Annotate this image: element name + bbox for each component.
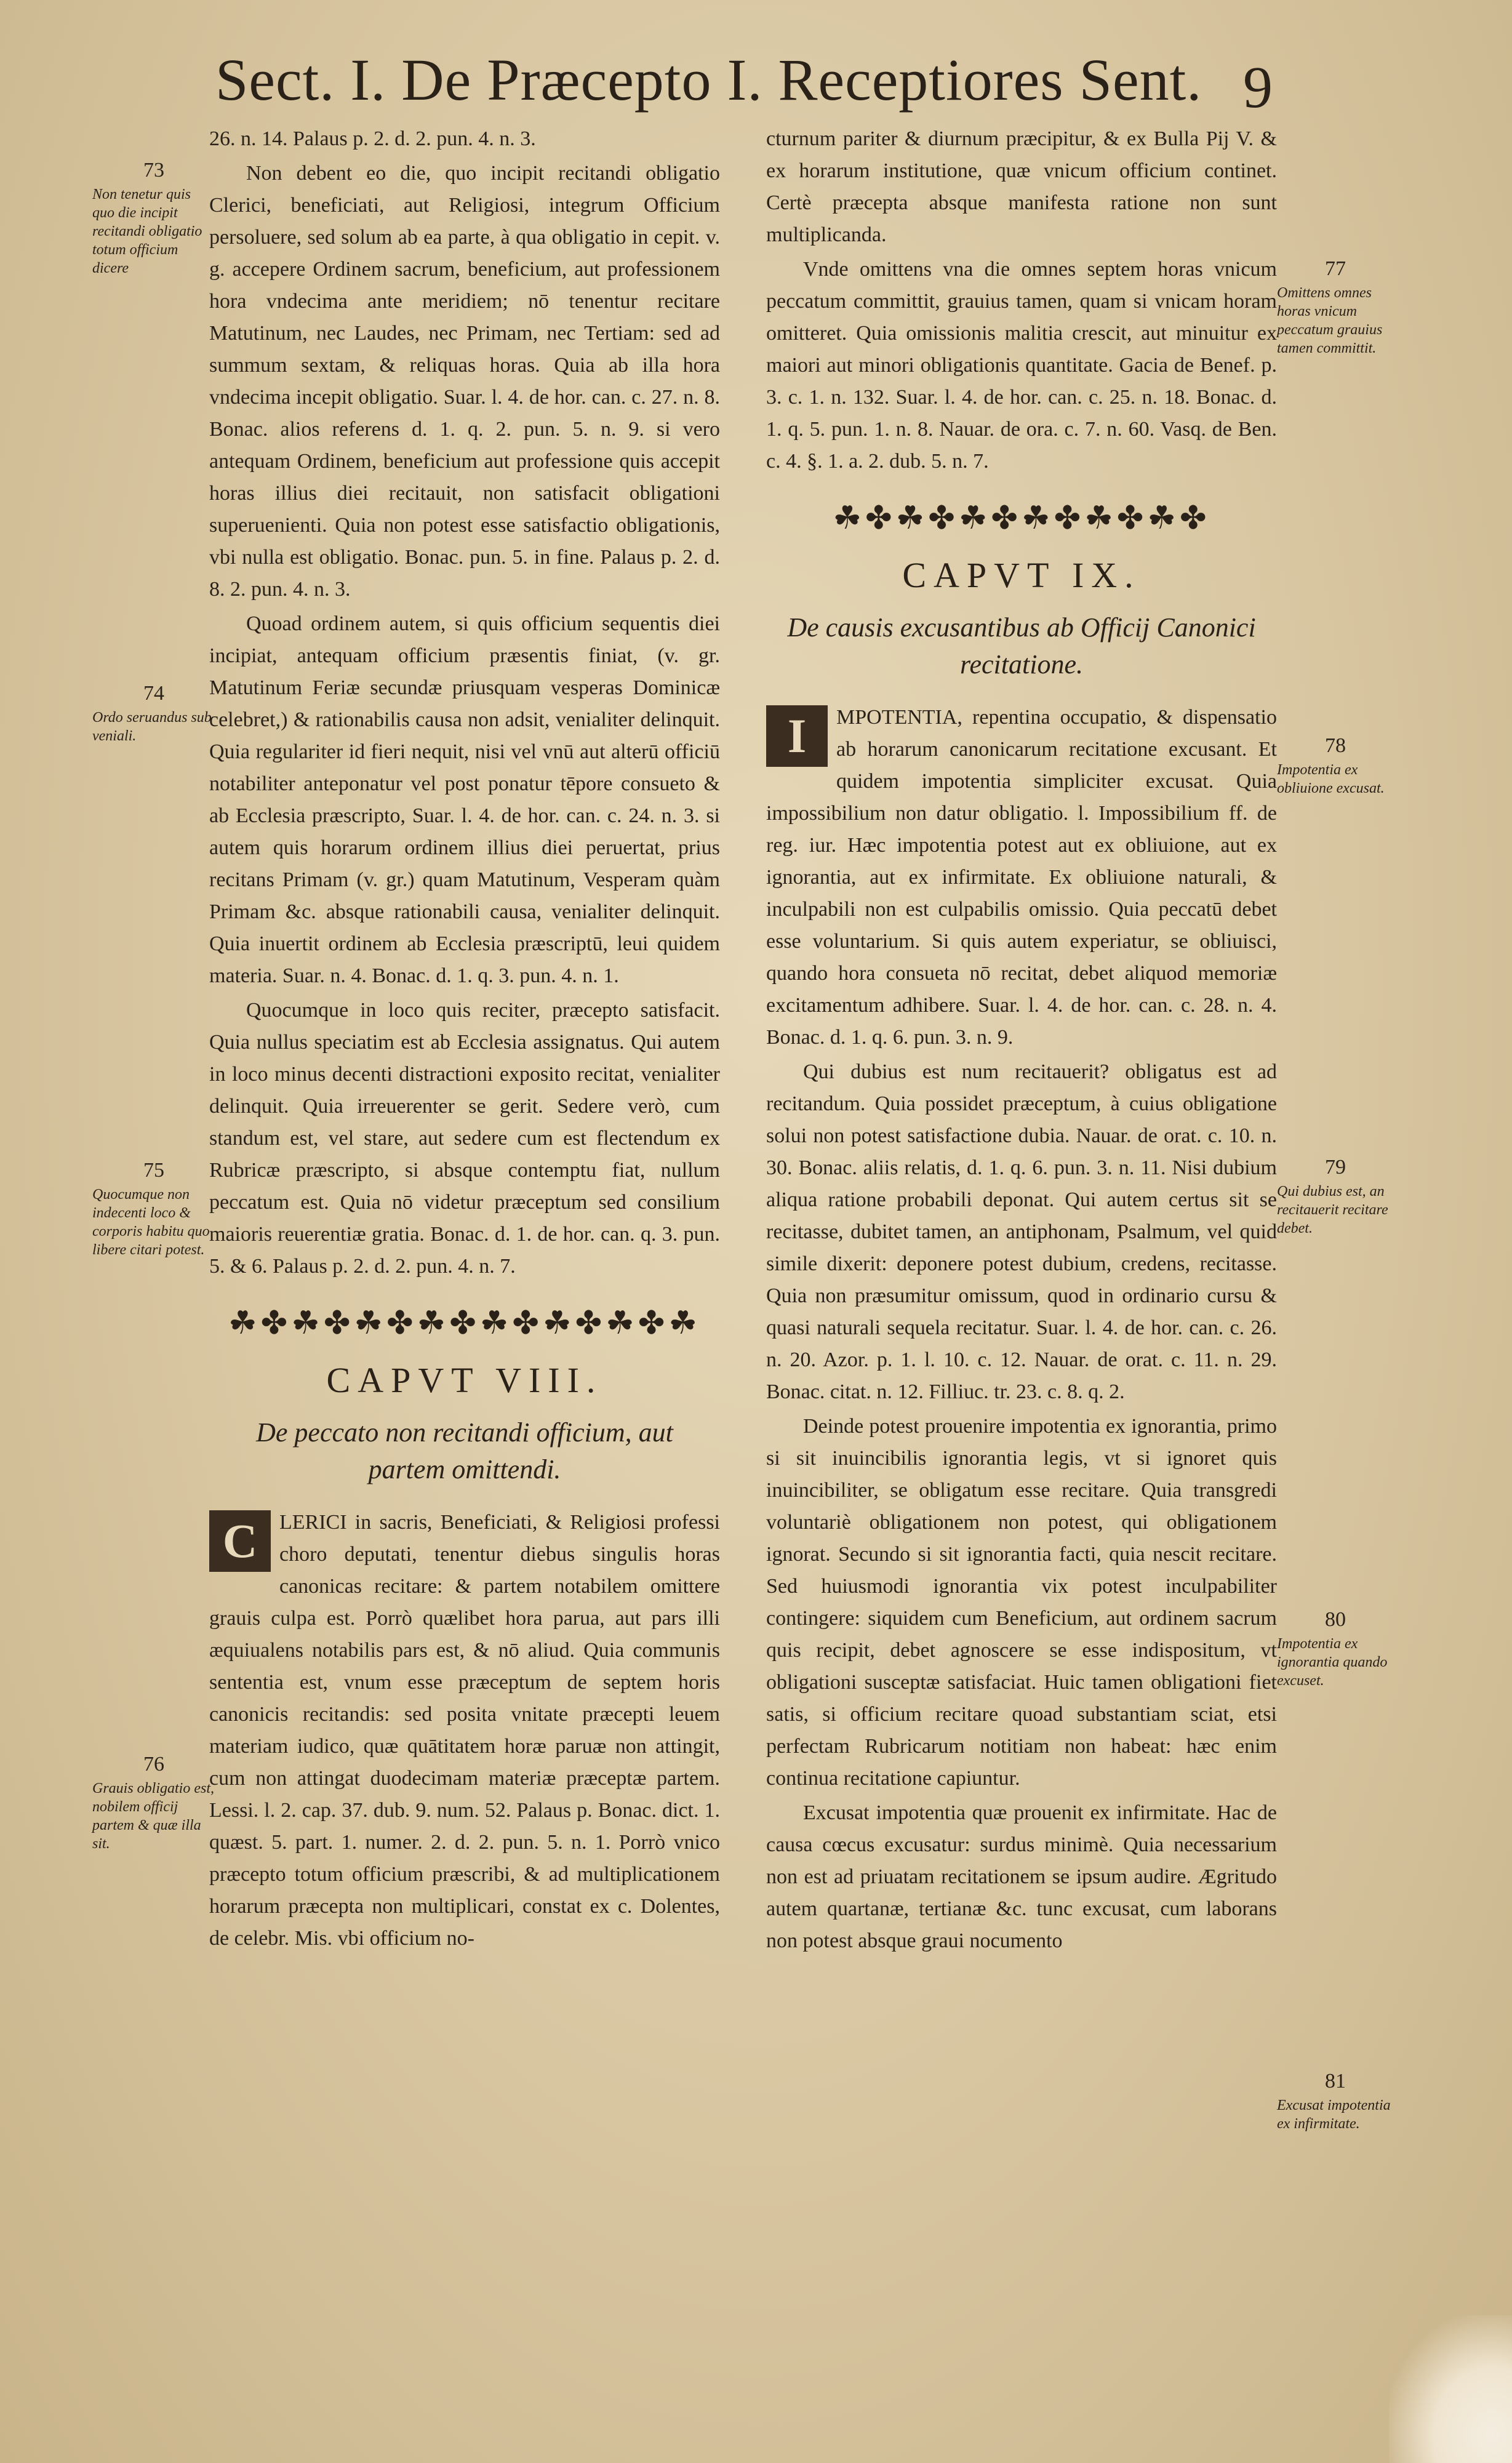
- chapter-heading-ix: CAPVT IX.: [902, 555, 1141, 595]
- left-paragraph-5: [209, 1507, 720, 1955]
- right-paragraph-6: Excusat impotentia quæ prouenit ex infirmitate. Hac de causa cœcus excusatur: surdus minimè. Quia necessarium non est ad priuatam recitationem se ipsum audire. Ægritudo autem quartanæ, tertianæ &c. tunc excusat, cum laborans non potest absque graui nocumento: [766, 1801, 1277, 1952]
- margin-note-81: [1277, 2068, 1394, 2133]
- chapter-heading-viii: CAPVT VIII.: [326, 1360, 603, 1400]
- left-paragraph-3: Quoad ordinem autem, si quis officium sequentis diei incipiat, antequam officium præsentis finiat, (v. gr. Matutinum Feriæ secundæ priusquam vesperas Dominicæ celebret,) & rationabilis causa non adsit, venialiter delinquit. Quia regulariter id fieri nequit, nisi vel vnū aut alterū officiū notabiliter anteponatur vel post ponatur tēpore consueto & ab Ecclesia præscripto, Suar. l. 4. de hor. can. c. 24. n. 3. si autem quis horarum ordinem illius diei peruertat, prius recitans Primam (v. gr.) quam Matutinum, Vesperam quàm Primam &c. absque rationabili causa, venialiter delinquit. Quia inuertit ordinem ab Ecclesia præscriptū, leui quidem materia. Suar. n. 4. Bonac. d. 1. q. 3. pun. 4. n. 1.: [209, 612, 720, 987]
- chapter-subtitle-ix: De causis excusantibus ab Officij Canonici recitatione.: [787, 612, 1256, 679]
- margin-note-76: [92, 1751, 215, 1853]
- margin-note-75: [92, 1157, 215, 1259]
- margin-note-79: [1277, 1154, 1394, 1238]
- margin-text-79: Qui dubius est, an recitauerit recitare debet.: [1277, 1183, 1388, 1236]
- right-paragraph-3: [766, 702, 1277, 1054]
- margin-text-73: Non tenetur quis quo die incipit recitandi obligatio totum officium dicere: [92, 186, 202, 276]
- margin-note-73: [92, 157, 215, 278]
- page-number: 9: [1243, 54, 1273, 120]
- margin-number-79: 79: [1325, 1156, 1346, 1179]
- margin-note-74: [92, 680, 215, 745]
- right-paragraph-1: cturnum pariter & diurnum præcipitur, & ex Bulla Pij V. & ex horarum institutione, quæ vnicum officium continet. Certè præcepta absque manifesta ratione non sunt multiplicanda.: [766, 127, 1277, 246]
- margin-text-75: Quocumque non indecenti loco & corporis habitu quo libere citari potest.: [92, 1187, 210, 1258]
- margin-number-75: 75: [143, 1159, 164, 1182]
- right-column: [766, 123, 1277, 1960]
- running-head-title: Sect. I. De Præcepto I. Receptiores Sent.: [215, 47, 1202, 113]
- right-paragraph-5: Deinde potest prouenire impotentia ex ignorantia, primo si sit inuincibilis ignorantia legis, vt si ignoret quis inuincibiliter, se obligatum esse recitare. Quia transgredi voluntariè obligationem non potest, qui obligationem ignorat. Secundo si sit ignorantia facti, quia nescit recitare. Sed huiusmodi ignorantia vix potest inculpabiliter contingere: siquidem cum Beneficium, aut ordinem sacrum quis recipit, debet agnoscere se esse indispositum, vt obligationi susceptæ satisfaciat. Huic tamen obligationi fiet satis, si officium recitare quoad substantiam sciat, etsi perfectam Rubricarum notitiam non habeat: hæc enim continua recitatione capiuntur.: [766, 1415, 1277, 1790]
- margin-text-76: Grauis obligatio est, nobilem officij partem & quæ illa sit.: [92, 1780, 215, 1852]
- margin-text-80: Impotentia ex ignorantia quando excuset.: [1277, 1636, 1388, 1689]
- left-paragraph-5-text: LERICI in sacris, Beneficiati, & Religiosi professi choro deputati, tenentur diebus singulis horas canonicas recitare: & partem notabilem omittere grauis culpa est. Porrò quælibet hora parua, aut pars illi æquiualens notabilis pars est, & nō aliud. Quia communis sententia est, vnum esse præceptum de septem horis canonicis recitandis: sed posita vnitate præcepti leuem materiam iudico, quæ quātitatem horæ paruæ non attingit, cum non attingat duodecimam materiæ præceptæ partem. Lessi. l. 2. cap. 37. dub. 9. num. 52. Palaus p. Bonac. dict. 1. quæst. 5. part. 1. numer. 2. d. 2. pun. 5. n. 1. Porrò vnico præcepto totum officium præscribi, & ad multiplicationem horarum præcepta non multiplicari, constat ex c. Dolentes, de celebr. Mis. vbi officium no-: [209, 1511, 720, 1950]
- margin-text-78: Impotentia ex obliuione excusat.: [1277, 762, 1385, 796]
- dropcap-i: I: [766, 705, 828, 767]
- dropcap-c: C: [209, 1510, 271, 1572]
- left-paragraph-2: Non debent eo die, quo incipit recitandi obligatio Clerici, beneficiati, aut Religiosi, integrum Officium persoluere, sed solum ab ea parte, à qua obligatio in cepit. v. g. accepere Ordinem sacrum, beneficium, aut professionem hora vndecima ante meridiem; nō tenentur recitare Matutinum, nec Laudes, nec Primam, nec Tertiam: sed ad summum sextam, & reliquas horas. Quia ab illa hora vndecima incepit obligatio. Suar. l. 4. de hor. can. c. 27. n. 8. Bonac. alios referens d. 1. q. 2. pun. 5. n. 9. si vero antequam Ordinem, beneficium aut professione quis accepit horas illius diei recitauit, non satisfacit obligationi superuenienti. Quia non potest esse satisfactio obligationis, vbi nulla est obligatio. Bonac. pun. 5. in fine. Palaus p. 2. d. 8. 2. pun. 4. n. 3.: [209, 162, 720, 601]
- margin-note-78: [1277, 732, 1394, 798]
- chapter-subtitle-viii: De peccato non recitandi officium, aut partem omittendi.: [256, 1417, 673, 1484]
- margin-note-77: [1277, 255, 1394, 358]
- paper-stain: [1389, 2315, 1512, 2463]
- margin-number-80: 80: [1325, 1608, 1346, 1631]
- margin-number-81: 81: [1325, 2070, 1346, 2093]
- margin-number-76: 76: [143, 1753, 164, 1776]
- margin-text-81: Excusat impotentia ex infirmitate.: [1277, 2097, 1391, 2132]
- margin-number-73: 73: [143, 159, 164, 182]
- ornament-divider-left: ☘✤☘✤☘✤☘✤☘✤☘✤☘✤☘: [228, 1305, 701, 1342]
- margin-number-78: 78: [1325, 734, 1346, 757]
- left-paragraph-1: 26. n. 14. Palaus p. 2. d. 2. pun. 4. n. 3.: [209, 127, 536, 150]
- margin-number-74: 74: [143, 682, 164, 705]
- right-paragraph-3-text: MPOTENTIA, repentina occupatio, & dispensatio ab horarum canonicarum recitatione excusant. Et quidem impotentia simpliciter excusat. Quia impossibilium non datur obligatio. l. Impossibilium ff. de reg. iur. Hæc impotentia potest aut ex obliuione, aut ex ignorantia, aut ex infirmitate. Ex obliuione naturali, & inculpabili non est culpabilis omissio. Quia peccatū debet esse voluntarium. Si quis autem experiatur, se obliuisci, quando hora consueta nō recitat, debet aliquod memoriæ excitamentum adhibere. Suar. l. 4. de hor. can. c. 28. n. 4. Bonac. d. 1. q. 6. pun. 3. n. 9.: [766, 706, 1277, 1049]
- margin-text-77: Omittens omnes horas vnicum peccatum grauius tamen committit.: [1277, 285, 1383, 356]
- right-paragraph-2: Vnde omittens vna die omnes septem horas vnicum peccatum committit, grauius tamen, quam si vnicam horam omitteret. Quia omissionis malitia crescit, aut minuitur ex maiori aut minori obligationis quantitate. Gacia de Benef. p. 3. c. 1. n. 132. Suar. l. 4. de hor. can. c. 25. n. 18. Bonac. d. 1. q. 5. pun. 1. n. 8. Nauar. de ora. c. 7. n. 60. Vasq. de Ben. c. 4. §. 1. a. 2. dub. 5. n. 7.: [766, 258, 1277, 473]
- margin-note-80: [1277, 1606, 1394, 1690]
- right-paragraph-4: Qui dubius est num recitauerit? obligatus est ad recitandum. Quia possidet præceptum, à cuius obligatione solui non potest satisfactione dubia. Nauar. de orat. c. 10. n. 30. Bonac. aliis relatis, d. 1. q. 6. pun. 3. n. 11. Nisi dubium aliqua ratione probabili deponat. Qui autem certus sit se recitasse, dubitet tamen, an antiphonam, Psalmum, vel quid simile dixerit: deponere potest dubium, credens, recitasse. Quia non præsumitur omissum, quod in ordinario cursu & quasi naturali sequela recitatur. Suar. l. 4. de hor. can. c. 26. n. 20. Azor. p. 1. l. 10. c. 12. Nauar. de orat. c. 11. n. 29. Bonac. citat. n. 12. Filliuc. tr. 23. c. 8. q. 2.: [766, 1060, 1277, 1403]
- margin-text-74: Ordo seruandus sub veniali.: [92, 710, 212, 744]
- margin-number-77: 77: [1325, 257, 1346, 280]
- left-paragraph-4: Quocumque in loco quis reciter, præcepto satisfacit. Quia nullus speciatim est ab Ecclesia assignatus. Qui autem in loco minus decenti distractioni exposito recitat, venialiter delinquit. Quia irreuerenter se gerit. Sedere verò, cum standum est, vel stare, aut sedere cum est flectendum ex Rubricæ præscripto, si absque contemptu fiat, nullum peccatum est. Quia nō videtur præceptum sed consilium maioris reuerentiæ gratia. Bonac. d. 1. de hor. can. q. 3. pun. 5. & 6. Palaus p. 2. d. 2. pun. 4. n. 7.: [209, 999, 720, 1278]
- left-column: [209, 123, 720, 1957]
- ornament-divider-right: ☘✤☘✤☘✤☘✤☘✤☘✤: [833, 500, 1210, 537]
